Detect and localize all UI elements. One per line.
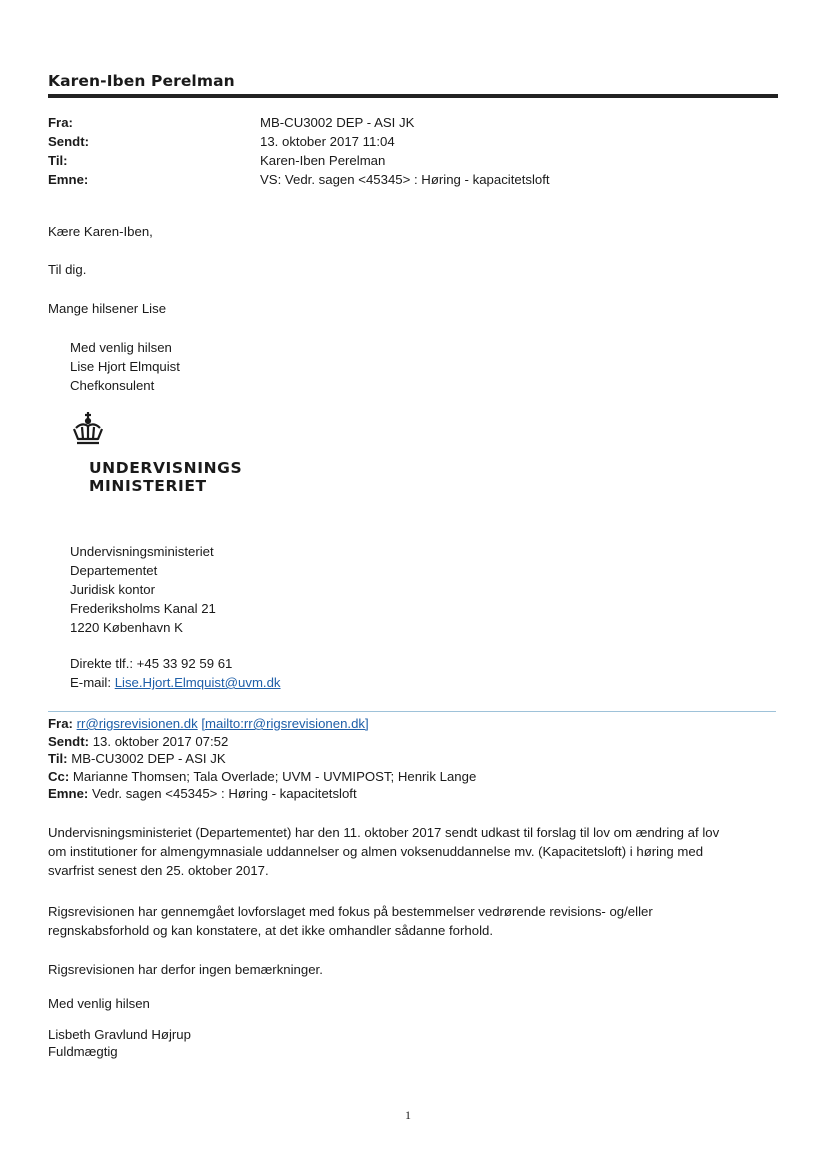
fwd-from-row (48, 715, 476, 733)
paragraph-1-line-3: svarfrist senest den 25. oktober 2017. (48, 863, 269, 878)
header-to-row (48, 151, 748, 170)
fwd-sent-value: 13. oktober 2017 07:52 (92, 733, 229, 749)
address-city: 1220 København K (70, 620, 183, 635)
subject-value: VS: Vedr. sagen <45345> : Høring - kapacitetsloft (260, 172, 550, 187)
paragraph-2-line-2: regnskabsforhold og kan konstatere, at det ikke omhandler sådanne forhold. (48, 923, 493, 938)
address-street: Frederiksholms Kanal 21 (70, 601, 216, 616)
fwd-mailto-link[interactable]: [mailto:rr@rigsrevisionen.dk] (201, 716, 369, 731)
crown-logo-icon (70, 410, 112, 452)
fwd-from-label: Fra: (48, 716, 73, 731)
to-value: Karen-Iben Perelman (260, 153, 386, 168)
page-number: 1 (405, 1108, 411, 1122)
signature-closing: Med venlig hilsen (70, 340, 172, 355)
paragraph-1 (48, 823, 768, 880)
contact-email-row (70, 673, 281, 692)
closing-signature-name: Lisbeth Gravlund Højrup (48, 1027, 191, 1042)
header-rule (48, 94, 778, 98)
fwd-from-email-link[interactable]: rr@rigsrevisionen.dk (76, 716, 198, 731)
header-from-row (48, 113, 748, 132)
from-label: Fra: (48, 115, 73, 130)
forwarded-header (48, 715, 476, 803)
fwd-cc-row (48, 768, 476, 786)
paragraph-2-line-1: Rigsrevisionen har gennemgået lovforslaget med fokus på bestemmelser vedrørende revisions- og/eller (48, 904, 653, 919)
fwd-subject-value: Vedr. sagen <45345> : Høring - kapacitetsloft (91, 786, 357, 801)
signature-block (70, 338, 180, 395)
fwd-subject-label: Emne: (48, 786, 89, 801)
contact-block (70, 654, 281, 692)
fwd-to-value: MB-CU3002 DEP - ASI JK (71, 751, 226, 766)
email-header (48, 113, 748, 189)
signature-name: Lise Hjort Elmquist (70, 359, 180, 374)
header-sent-row (48, 132, 748, 151)
address-office: Juridisk kontor (70, 582, 156, 597)
email-label: E-mail: (70, 675, 115, 690)
ministry-logo-wordmark (89, 459, 242, 495)
header-subject-row (48, 170, 748, 189)
from-value: MB-CU3002 DEP - ASI JK (260, 115, 415, 130)
address-org: Undervisningsministeriet (70, 544, 214, 559)
fwd-sent-label: Sendt: (48, 733, 90, 749)
to-label: Til: (48, 153, 68, 168)
mailbox-owner: Karen-Iben Perelman (48, 72, 235, 90)
fwd-to-label: Til: (48, 751, 68, 766)
fwd-subject-row (48, 785, 476, 803)
closing-signature (48, 1026, 768, 1060)
logo-line-2: MINISTERIET (89, 477, 207, 495)
closing-regards: Med venlig hilsen (48, 996, 150, 1011)
email-link[interactable]: Lise.Hjort.Elmquist@uvm.dk (114, 675, 281, 690)
message-regards: Mange hilsener Lise (48, 301, 167, 316)
closing-signature-title: Fuldmægtig (48, 1044, 118, 1059)
paragraph-2 (48, 902, 768, 940)
signature-title: Chefkonsulent (70, 378, 155, 393)
fwd-cc-value: Marianne Thomsen; Tala Overlade; UVM - UVMIPOST; Henrik Lange (72, 768, 477, 784)
fwd-to-row (48, 750, 476, 768)
message-line: Til dig. (48, 262, 87, 277)
sent-value: 13. oktober 2017 11:04 (260, 134, 395, 149)
fwd-cc-label: Cc: (48, 768, 70, 784)
paragraph-1-line-1: Undervisningsministeriet (Departementet) har den 11. oktober 2017 sendt udkast til forslag til lov om ændring af lov (48, 825, 720, 840)
fwd-sent-row (48, 733, 476, 751)
subject-label: Emne: (48, 172, 89, 187)
contact-phone: Direkte tlf.: +45 33 92 59 61 (70, 656, 233, 671)
sent-label: Sendt: (48, 134, 90, 149)
forward-separator (48, 711, 776, 712)
logo-line-1: UNDERVISNINGS (89, 459, 243, 477)
paragraph-3: Rigsrevisionen har derfor ingen bemærkninger. (48, 962, 323, 977)
address-block (70, 542, 216, 637)
address-dept: Departementet (70, 563, 158, 578)
paragraph-1-line-2: om institutioner for almengymnasiale uddannelser og almen voksenuddannelse mv. (Kapacitetsloft) i høring med (48, 844, 704, 859)
greeting: Kære Karen-Iben, (48, 224, 153, 239)
